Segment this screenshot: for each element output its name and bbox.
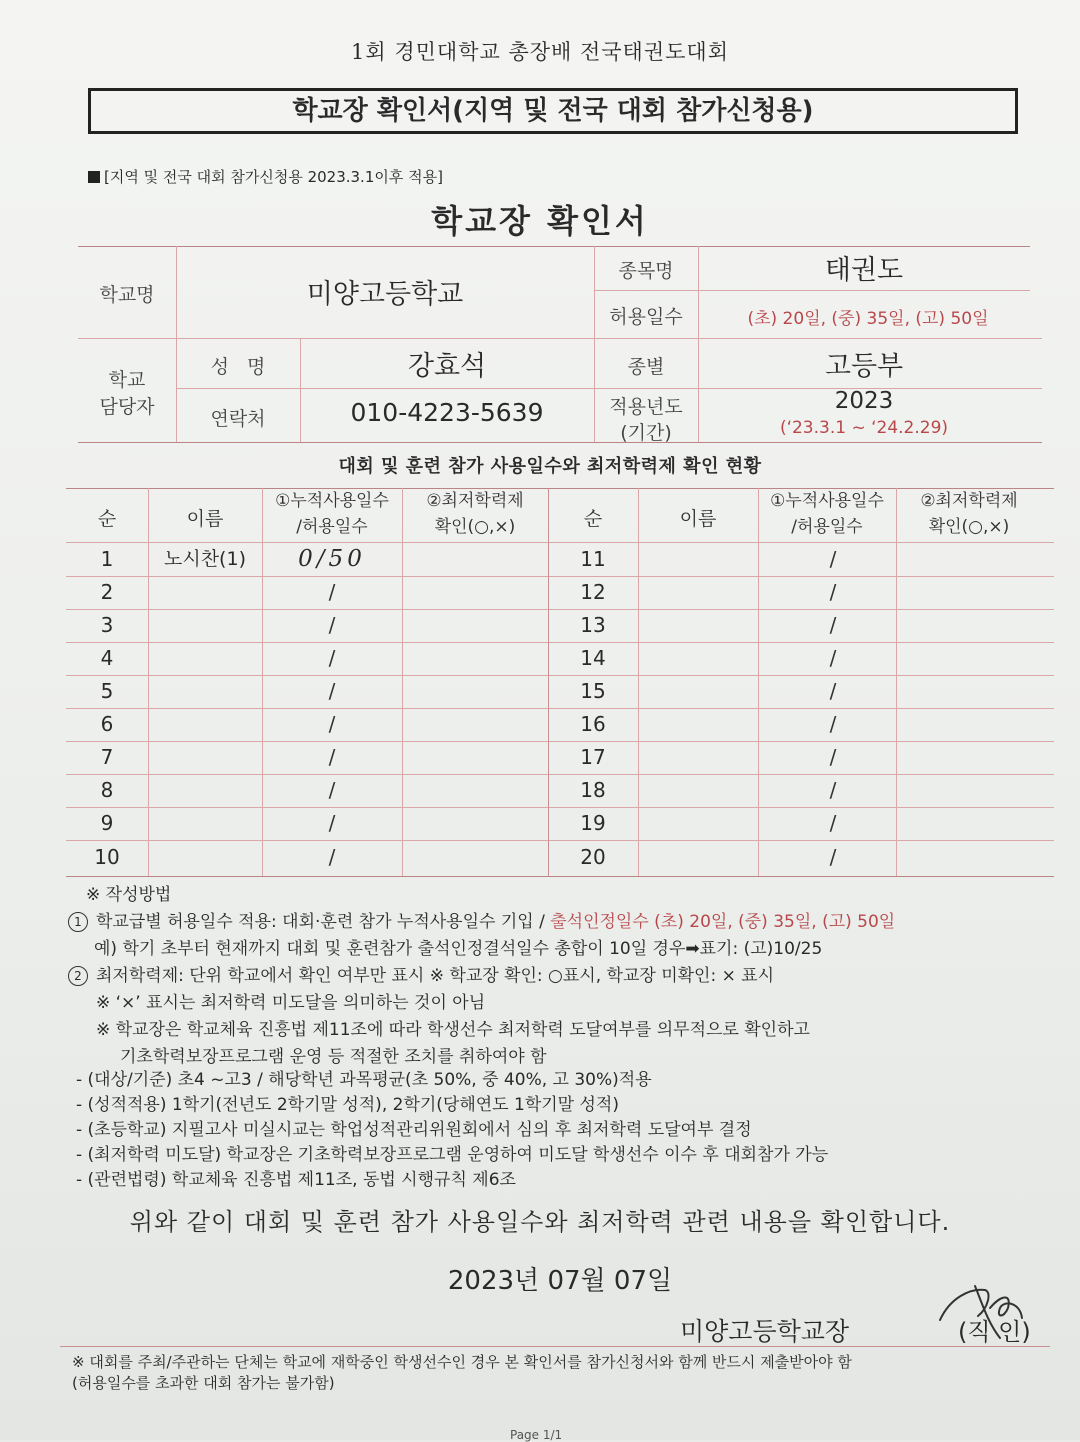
note-2-a: ※ ‘×’ 표시는 최저학력 미도달을 의미하는 것이 아님 — [96, 993, 486, 1013]
notes-heading: ※ 작성방법 — [86, 885, 172, 905]
school-value: 미양고등학교 — [306, 279, 464, 310]
table-row-no: 1 — [100, 547, 114, 571]
table-row-no: 3 — [100, 613, 114, 637]
table-row-no: 12 — [580, 580, 606, 604]
note-1-example: 예) 학기 초부터 현재까지 대회 및 훈련참가 출석인정결석일수 총합이 10일 경우➡표기: (고)10/25 — [94, 939, 823, 959]
table-row-days: / — [829, 712, 837, 736]
table-row-no: 8 — [100, 778, 114, 802]
table-row-no: 11 — [580, 547, 606, 571]
manager-label-1: 학교 — [108, 369, 146, 391]
sport-value: 태권도 — [824, 255, 904, 286]
note-2 — [68, 961, 774, 986]
table-row-days: / — [328, 745, 336, 769]
detail-4: - (최저학력 미도달) 학교장은 기초학력보장프로그램 운영하여 미도달 학생선수 이수 후 대회참가 가능 — [76, 1145, 829, 1165]
table-row-days: / — [328, 712, 336, 736]
table-row-days: / — [829, 613, 837, 637]
col-days-right-2: /허용일수 — [791, 517, 863, 537]
footer-note — [72, 1352, 852, 1394]
table-row-days: / — [829, 547, 837, 571]
form-title: 학교장 확인서 — [431, 202, 649, 240]
name-label: 성 명 — [210, 356, 266, 378]
col-no-left: 순 — [97, 508, 117, 530]
table-row-no: 10 — [94, 845, 120, 869]
col-grade-left-1: ②최저학력제 — [426, 491, 524, 511]
principal-title: 미양고등학교장 — [680, 1317, 850, 1346]
table-row-no: 16 — [580, 712, 606, 736]
year-label-1: 적용년도 — [609, 396, 683, 418]
table-row-no: 6 — [100, 712, 114, 736]
manager-label-2: 담당자 — [99, 396, 155, 418]
notice — [88, 166, 443, 187]
year-period: (‘23.3.1 ~ ‘24.2.29) — [779, 418, 949, 438]
division-label: 종별 — [627, 356, 665, 378]
school-label: 학교명 — [99, 284, 155, 306]
col-no-right: 순 — [583, 508, 603, 530]
col-name-left: 이름 — [186, 508, 224, 530]
notice-text: [지역 및 전국 대회 참가신청용 2023.3.1이후 적용] — [104, 168, 443, 186]
detail-1: - (대상/기준) 초4 ~고3 / 해당학년 과목평균(초 50%, 중 40%, 고 30%)적용 — [76, 1070, 652, 1090]
detail-2: - (성적적용) 1학기(전년도 2학기말 성적), 2학기(당해연도 1학기말 성적) — [76, 1095, 619, 1115]
name-value: 강효석 — [407, 351, 487, 382]
table-row-no: 18 — [580, 778, 606, 802]
table-row-no: 15 — [580, 679, 606, 703]
table-row-days: / — [829, 778, 837, 802]
col-grade-left-2: 확인(○,×) — [434, 517, 516, 537]
note-2-text: 최저학력제: 단위 학교에서 확인 여부만 표시 ※ 학교장 확인: ○표시, 학교장 미확인: × 표시 — [96, 966, 775, 986]
note-2-b: ※ 학교장은 학교체육 진흥법 제11조에 따라 학생선수 최저학력 도달여부를 의무적으로 확인하고 — [96, 1020, 810, 1040]
footer-note-line-2: (허용일수를 초과한 대회 참가는 불가함) — [72, 1374, 335, 1392]
note-1-highlight: 출석인정일수 (초) 20일, (중) 35일, (고) 50일 — [550, 912, 896, 932]
table-row-no: 4 — [100, 646, 114, 670]
table-row-days: / — [328, 646, 336, 670]
col-days-left-1: ①누적사용일수 — [275, 491, 389, 511]
event-header: 1회 경민대학교 총장배 전국태권도대회 — [351, 40, 729, 64]
table-row-name: 노시찬(1) — [164, 548, 246, 570]
note-1-text: 학교급별 허용일수 적용: 대회·훈련 참가 누적사용일수 기입 / — [96, 912, 545, 932]
col-name-right: 이름 — [679, 508, 717, 530]
table-row-no: 14 — [580, 646, 606, 670]
sport-label: 종목명 — [618, 260, 674, 282]
table-row-no: 5 — [100, 679, 114, 703]
square-bullet-icon — [88, 171, 100, 183]
table-row-days: / — [829, 811, 837, 835]
table-subtitle: 대회 및 훈련 참가 사용일수와 최저학력제 확인 현황 — [338, 456, 762, 477]
year-label-2: (기간) — [620, 422, 672, 444]
col-days-right-1: ①누적사용일수 — [770, 491, 884, 511]
page-number: Page 1/1 — [510, 1428, 563, 1442]
table-row-days: / — [328, 613, 336, 637]
detail-3: - (초등학교) 지필고사 미실시교는 학업성적관리위원회에서 심의 후 최저학력 도달여부 결정 — [76, 1120, 752, 1140]
signature-icon — [930, 1278, 1040, 1348]
circled-number-1-icon: 1 — [68, 912, 88, 932]
table-row-no: 19 — [580, 811, 606, 835]
col-days-left-2: /허용일수 — [296, 517, 368, 537]
contact-label: 연락처 — [210, 408, 266, 430]
note-2-c: 기초학력보장프로그램 운영 등 적절한 조치를 취하여야 함 — [120, 1047, 547, 1067]
note-1 — [68, 907, 895, 932]
circled-number-2-icon: 2 — [68, 966, 88, 986]
table-row-days: / — [328, 811, 336, 835]
contact-value: 010-4223-5639 — [350, 398, 544, 427]
issue-date: 2023년 07월 07일 — [447, 1266, 673, 1296]
year-value: 2023 — [834, 388, 894, 414]
division-value: 고등부 — [824, 351, 904, 382]
footer-note-line-1: ※ 대회를 주최/주관하는 단체는 학교에 재학중인 학생선수인 경우 본 확인서를 참가신청서와 함께 반드시 제출받아야 함 — [72, 1353, 852, 1371]
allowed-value: (초) 20일, (중) 35일, (고) 50일 — [747, 309, 989, 329]
col-grade-right-1: ②최저학력제 — [920, 491, 1018, 511]
table-row-days: / — [328, 580, 336, 604]
table-row-days: / — [829, 745, 837, 769]
table-row-no: 13 — [580, 613, 606, 637]
table-row-no: 2 — [100, 580, 114, 604]
official-seal: (직 인) — [958, 1318, 1031, 1346]
table-row-days: / — [328, 679, 336, 703]
table-row-days: / — [829, 679, 837, 703]
title-box: 학교장 확인서(지역 및 전국 대회 참가신청용) — [88, 88, 1018, 134]
table-row-no: 7 — [100, 745, 114, 769]
table-row-days: 0/50 — [298, 546, 366, 572]
detail-5: - (관련법령) 학교체육 진흥법 제11조, 동법 시행규칙 제6조 — [76, 1170, 516, 1190]
table-row-no: 20 — [580, 845, 606, 869]
table-row-days: / — [328, 845, 336, 869]
table-row-no: 9 — [100, 811, 114, 835]
table-row-days: / — [829, 580, 837, 604]
table-row-days: / — [829, 646, 837, 670]
confirmation-statement: 위와 같이 대회 및 훈련 참가 사용일수와 최저학력 관련 내용을 확인합니다. — [129, 1208, 951, 1236]
col-grade-right-2: 확인(○,×) — [928, 517, 1010, 537]
table-row-days: / — [829, 845, 837, 869]
table-row-days: / — [328, 778, 336, 802]
table-row-no: 17 — [580, 745, 606, 769]
allowed-label: 허용일수 — [609, 306, 683, 328]
